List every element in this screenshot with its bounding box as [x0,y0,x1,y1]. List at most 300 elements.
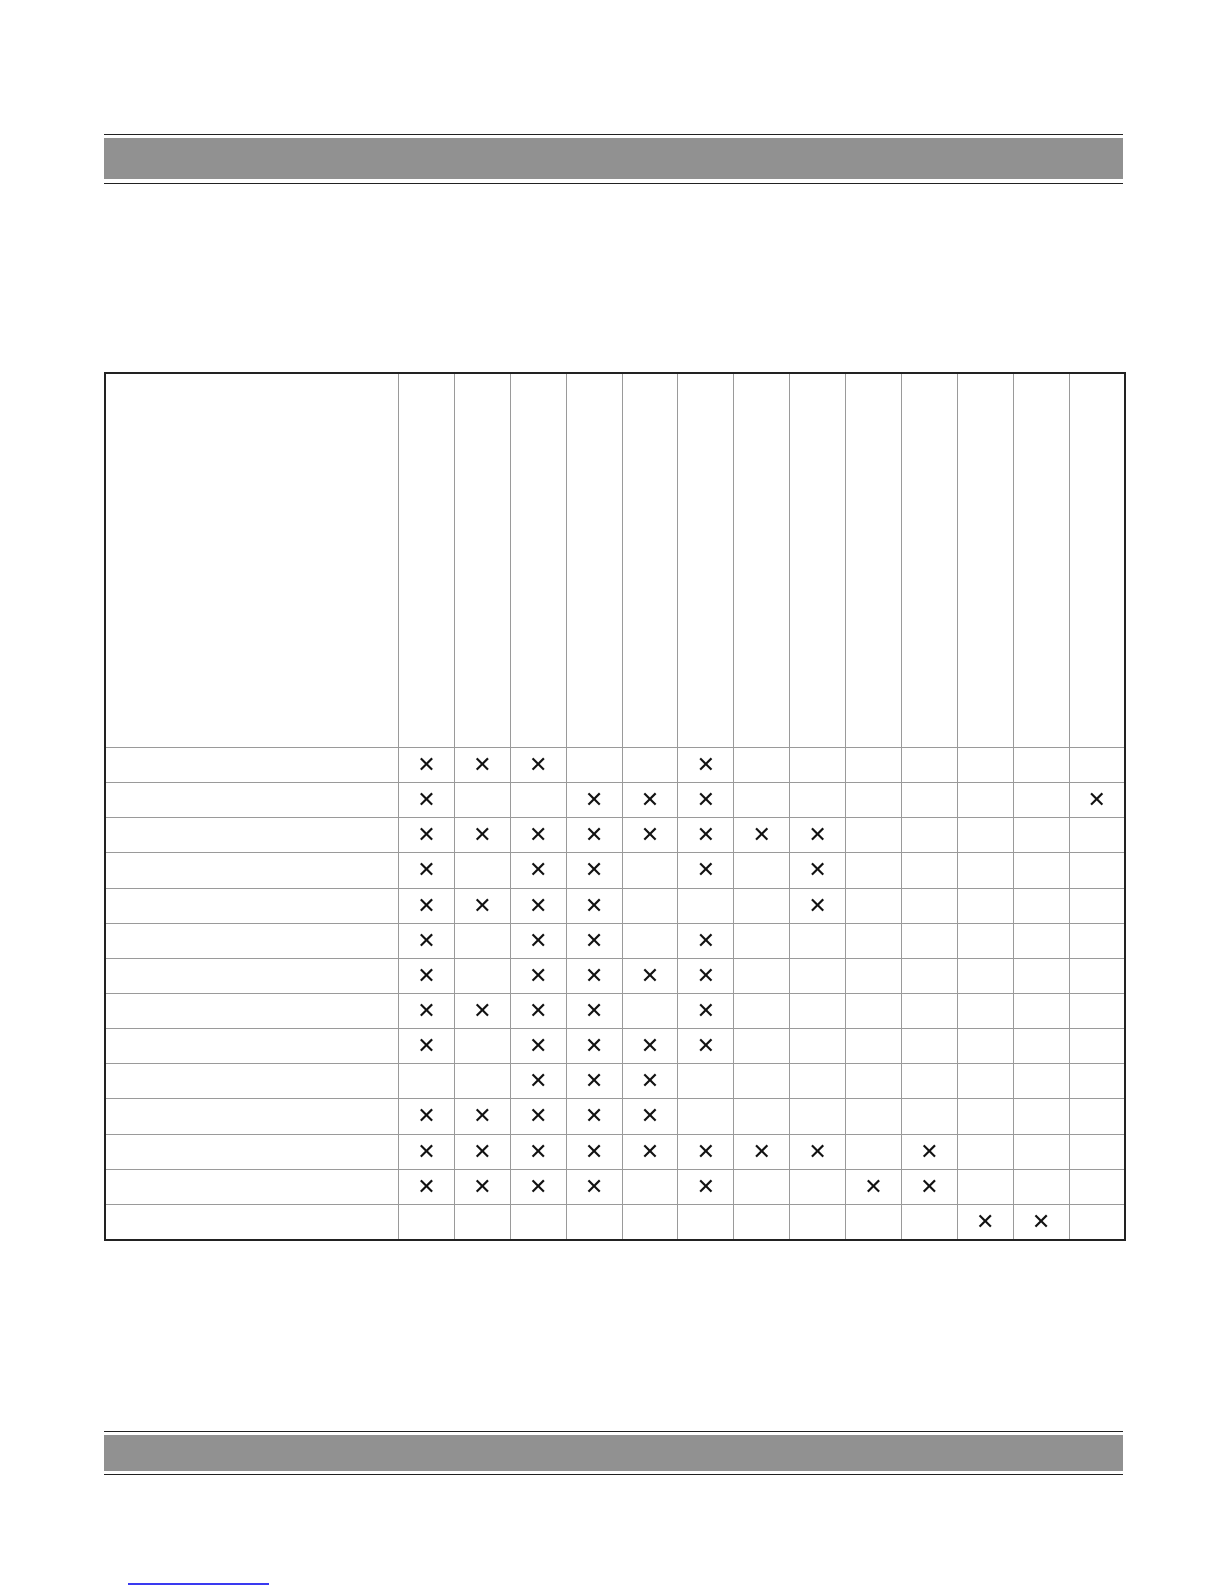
x-mark-icon: ✕ [584,962,604,988]
matrix-cell [1013,748,1069,783]
matrix-cell [1069,1064,1125,1099]
row-label-header [105,373,399,748]
matrix-cell [510,783,566,818]
matrix-cell [734,1134,790,1169]
x-mark-icon: ✕ [640,962,660,988]
column-header [454,373,510,748]
matrix-cell [901,888,957,923]
column-header [790,373,846,748]
x-mark-icon: ✕ [640,1033,660,1059]
matrix-cell [622,783,678,818]
x-mark-icon: ✕ [417,787,436,813]
table-row [105,993,1125,1028]
matrix-cell [957,853,1013,888]
matrix-cell [399,1099,455,1134]
matrix-cell [1013,1134,1069,1169]
matrix-cell [1069,1169,1125,1204]
matrix-cell [901,818,957,853]
x-mark-icon: ✕ [920,1173,939,1199]
matrix-cell [566,818,622,853]
matrix-cell [399,958,455,993]
column-header [510,373,566,748]
matrix-cell [734,993,790,1028]
matrix-cell [1013,1029,1069,1064]
matrix-cell [454,1134,510,1169]
matrix-cell [454,888,510,923]
x-mark-icon: ✕ [1031,1208,1051,1234]
matrix-cell [622,748,678,783]
x-mark-icon: ✕ [696,962,716,988]
matrix-cell [901,1064,957,1099]
matrix-cell [1069,993,1125,1028]
matrix-cell [734,1029,790,1064]
matrix-cell [901,1099,957,1134]
row-label [105,748,399,783]
x-mark-icon: ✕ [975,1208,995,1234]
matrix-cell [510,888,566,923]
matrix-cell [1013,853,1069,888]
matrix-cell [678,1134,734,1169]
x-mark-icon: ✕ [473,998,492,1024]
matrix-cell [790,1099,846,1134]
column-header [734,373,790,748]
matrix-cell [454,748,510,783]
matrix-cell [678,993,734,1028]
matrix-cell [734,1064,790,1099]
table-row [105,818,1125,853]
header-band [104,134,1123,186]
matrix-cell [454,1029,510,1064]
matrix-cell [399,853,455,888]
x-mark-icon: ✕ [584,1068,604,1094]
table-row [105,783,1125,818]
matrix-body [105,748,1125,1241]
matrix-cell [678,888,734,923]
matrix-cell [846,1064,902,1099]
x-mark-icon: ✕ [473,1138,492,1164]
x-mark-icon: ✕ [528,857,548,883]
x-mark-icon: ✕ [584,927,604,953]
x-mark-icon: ✕ [808,857,827,883]
matrix-cell [957,748,1013,783]
matrix-cell [622,853,678,888]
x-mark-icon: ✕ [640,822,660,848]
x-mark-icon: ✕ [696,787,716,813]
x-mark-icon: ✕ [417,857,436,883]
row-label [105,1134,399,1169]
x-mark-icon: ✕ [808,822,827,848]
matrix-cell [790,923,846,958]
column-header [399,373,455,748]
matrix-cell [846,1169,902,1204]
matrix-cell [790,888,846,923]
matrix-cell [1069,783,1125,818]
x-mark-icon: ✕ [528,927,548,953]
matrix-cell [622,888,678,923]
x-mark-icon: ✕ [417,1138,436,1164]
matrix-cell [734,783,790,818]
matrix-cell [678,1064,734,1099]
matrix-cell [790,993,846,1028]
column-header [901,373,957,748]
matrix-cell [734,818,790,853]
matrix-cell [454,1204,510,1240]
matrix-cell [1069,853,1125,888]
x-mark-icon: ✕ [696,1138,716,1164]
matrix-cell [566,923,622,958]
matrix-cell [510,1029,566,1064]
x-mark-icon: ✕ [473,1173,492,1199]
matrix-cell [1013,993,1069,1028]
header-bar [104,138,1123,179]
matrix-cell [454,783,510,818]
x-mark-icon: ✕ [584,892,604,918]
x-mark-icon: ✕ [640,1103,660,1129]
x-mark-icon: ✕ [473,892,492,918]
matrix-cell [901,783,957,818]
x-mark-icon: ✕ [417,1173,436,1199]
matrix-cell [734,1099,790,1134]
table-row [105,923,1125,958]
x-mark-icon: ✕ [473,822,492,848]
matrix-cell [510,1099,566,1134]
matrix-cell [1013,783,1069,818]
matrix-cell [454,818,510,853]
matrix-cell [566,888,622,923]
matrix-cell [901,1204,957,1240]
row-label [105,993,399,1028]
matrix-cell [901,1169,957,1204]
x-mark-icon: ✕ [528,822,548,848]
footer-bar [104,1435,1123,1471]
matrix-cell [790,1169,846,1204]
table-row [105,1064,1125,1099]
x-mark-icon: ✕ [417,998,436,1024]
matrix-cell [1013,1099,1069,1134]
matrix-cell [678,1029,734,1064]
x-mark-icon: ✕ [528,892,548,918]
x-mark-icon: ✕ [584,787,604,813]
matrix-cell [846,853,902,888]
matrix-cell [678,1169,734,1204]
x-mark-icon: ✕ [417,962,436,988]
matrix-cell [1013,818,1069,853]
matrix-cell [678,958,734,993]
matrix-cell [399,1029,455,1064]
row-label [105,783,399,818]
column-header [1069,373,1125,748]
matrix-cell [566,853,622,888]
matrix-cell [1069,888,1125,923]
matrix-cell [901,958,957,993]
row-label [105,958,399,993]
x-mark-icon: ✕ [584,1103,604,1129]
x-mark-icon: ✕ [696,1033,716,1059]
x-mark-icon: ✕ [752,1138,771,1164]
matrix-cell [957,1064,1013,1099]
matrix-cell [399,993,455,1028]
column-header [566,373,622,748]
footer-top-rule [104,1431,1123,1432]
matrix-cell [510,748,566,783]
matrix-cell [510,993,566,1028]
matrix-cell [399,923,455,958]
column-header [678,373,734,748]
matrix-cell [901,853,957,888]
matrix-cell [622,1204,678,1240]
matrix-cell [566,1204,622,1240]
table-row [105,1169,1125,1204]
x-mark-icon: ✕ [584,1173,604,1199]
table-row [105,958,1125,993]
table-row [105,1029,1125,1064]
matrix-cell [454,958,510,993]
matrix-cell [734,1169,790,1204]
matrix-cell [846,958,902,993]
matrix-cell [1069,818,1125,853]
row-label [105,853,399,888]
matrix-cell [510,853,566,888]
column-header [846,373,902,748]
row-label [105,1099,399,1134]
matrix-cell [566,1099,622,1134]
matrix-cell [1013,1204,1069,1240]
matrix-cell [566,1029,622,1064]
matrix-cell [566,1134,622,1169]
matrix-cell [790,748,846,783]
matrix-cell [622,1064,678,1099]
matrix-cell [957,818,1013,853]
row-label [105,923,399,958]
matrix-cell [622,818,678,853]
x-mark-icon: ✕ [640,1138,660,1164]
matrix-cell [957,1029,1013,1064]
table-row [105,888,1125,923]
matrix-cell [1069,748,1125,783]
x-mark-icon: ✕ [528,998,548,1024]
matrix-cell [399,1134,455,1169]
x-mark-icon: ✕ [696,822,716,848]
matrix-cell [901,923,957,958]
matrix-cell [1013,958,1069,993]
matrix-cell [957,888,1013,923]
x-mark-icon: ✕ [528,962,548,988]
matrix-cell [1013,1169,1069,1204]
matrix-cell [566,748,622,783]
matrix-cell [399,1169,455,1204]
matrix-cell [957,1099,1013,1134]
matrix-cell [678,1099,734,1134]
x-mark-icon: ✕ [920,1138,939,1164]
matrix-cell [622,993,678,1028]
x-mark-icon: ✕ [696,1173,716,1199]
x-mark-icon: ✕ [1087,787,1106,813]
matrix-cell [399,1204,455,1240]
x-mark-icon: ✕ [473,752,492,778]
feature-matrix-table [104,372,1126,1241]
matrix-cell [622,958,678,993]
matrix-cell [622,1134,678,1169]
matrix-cell [510,958,566,993]
table-row [105,853,1125,888]
matrix-cell [566,958,622,993]
matrix-cell [678,1204,734,1240]
matrix-cell [957,993,1013,1028]
matrix-cell [454,923,510,958]
matrix-cell [734,958,790,993]
matrix-cell [734,748,790,783]
matrix-cell [399,783,455,818]
matrix-cell [678,853,734,888]
x-mark-icon: ✕ [528,752,548,778]
x-mark-icon: ✕ [417,892,436,918]
x-mark-icon: ✕ [640,1068,660,1094]
matrix-cell [790,1064,846,1099]
matrix-cell [957,958,1013,993]
matrix-cell [957,783,1013,818]
x-mark-icon: ✕ [864,1173,883,1199]
matrix-cell [790,853,846,888]
x-mark-icon: ✕ [696,752,716,778]
x-mark-icon: ✕ [417,927,436,953]
matrix-cell [846,1134,902,1169]
table-row [105,1099,1125,1134]
matrix-cell [566,1064,622,1099]
footer-bottom-rule [104,1474,1123,1475]
matrix-cell [846,1204,902,1240]
matrix-cell [678,923,734,958]
row-label [105,818,399,853]
matrix-cell [901,1029,957,1064]
matrix-cell [1013,923,1069,958]
column-header [622,373,678,748]
matrix-cell [566,993,622,1028]
matrix-cell [399,1064,455,1099]
row-label [105,1169,399,1204]
matrix-cell [790,783,846,818]
matrix-cell [1069,958,1125,993]
x-mark-icon: ✕ [584,1138,604,1164]
matrix-cell [846,818,902,853]
row-label [105,1064,399,1099]
matrix-cell [1069,1204,1125,1240]
matrix-cell [510,818,566,853]
x-mark-icon: ✕ [696,998,716,1024]
matrix-header-row [105,373,1125,748]
matrix-cell [510,1134,566,1169]
matrix-cell [510,1064,566,1099]
matrix-cell [790,818,846,853]
matrix-cell [790,1029,846,1064]
x-mark-icon: ✕ [528,1033,548,1059]
matrix-cell [454,993,510,1028]
matrix-cell [510,1169,566,1204]
row-label [105,888,399,923]
matrix-cell [454,1169,510,1204]
matrix-cell [566,783,622,818]
x-mark-icon: ✕ [473,1103,492,1129]
x-mark-icon: ✕ [584,1033,604,1059]
matrix-cell [622,1169,678,1204]
matrix-cell [901,748,957,783]
x-mark-icon: ✕ [417,1033,436,1059]
x-mark-icon: ✕ [417,752,436,778]
matrix-cell [734,853,790,888]
matrix-cell [510,1204,566,1240]
matrix-cell [622,923,678,958]
x-mark-icon: ✕ [640,787,660,813]
matrix-cell [846,783,902,818]
matrix-cell [454,1064,510,1099]
header-top-rule [104,134,1123,135]
x-mark-icon: ✕ [752,822,771,848]
matrix-cell [957,923,1013,958]
column-header [957,373,1013,748]
row-label [105,1029,399,1064]
matrix-cell [790,958,846,993]
matrix-cell [1013,1064,1069,1099]
table-row [105,748,1125,783]
row-label [105,1204,399,1240]
matrix-cell [957,1169,1013,1204]
matrix-cell [846,748,902,783]
matrix-cell [1013,888,1069,923]
matrix-cell [399,888,455,923]
matrix-cell [454,853,510,888]
x-mark-icon: ✕ [417,822,436,848]
matrix-cell [846,1099,902,1134]
matrix-cell [1069,923,1125,958]
matrix-cell [510,923,566,958]
matrix-cell [846,923,902,958]
matrix-cell [1069,1029,1125,1064]
matrix-cell [566,1169,622,1204]
x-mark-icon: ✕ [528,1103,548,1129]
matrix-cell [678,748,734,783]
matrix-cell [957,1134,1013,1169]
matrix-cell [399,818,455,853]
table-row [105,1204,1125,1240]
matrix-cell [901,1134,957,1169]
x-mark-icon: ✕ [417,1103,436,1129]
x-mark-icon: ✕ [584,998,604,1024]
matrix-cell [454,1099,510,1134]
matrix-cell [734,923,790,958]
matrix-cell [1069,1099,1125,1134]
x-mark-icon: ✕ [584,822,604,848]
matrix-cell [901,993,957,1028]
x-mark-icon: ✕ [528,1173,548,1199]
header-bottom-rule [104,183,1123,184]
table-row [105,1134,1125,1169]
matrix-cell [1069,1134,1125,1169]
matrix-cell [734,1204,790,1240]
matrix-cell [734,888,790,923]
x-mark-icon: ✕ [584,857,604,883]
x-mark-icon: ✕ [696,857,716,883]
x-mark-icon: ✕ [808,892,827,918]
matrix-cell [846,1029,902,1064]
x-mark-icon: ✕ [696,927,716,953]
matrix-cell [678,818,734,853]
matrix-cell [846,888,902,923]
matrix-cell [790,1134,846,1169]
matrix-cell [399,748,455,783]
x-mark-icon: ✕ [808,1138,827,1164]
column-header [1013,373,1069,748]
matrix-cell [622,1029,678,1064]
x-mark-icon: ✕ [528,1068,548,1094]
